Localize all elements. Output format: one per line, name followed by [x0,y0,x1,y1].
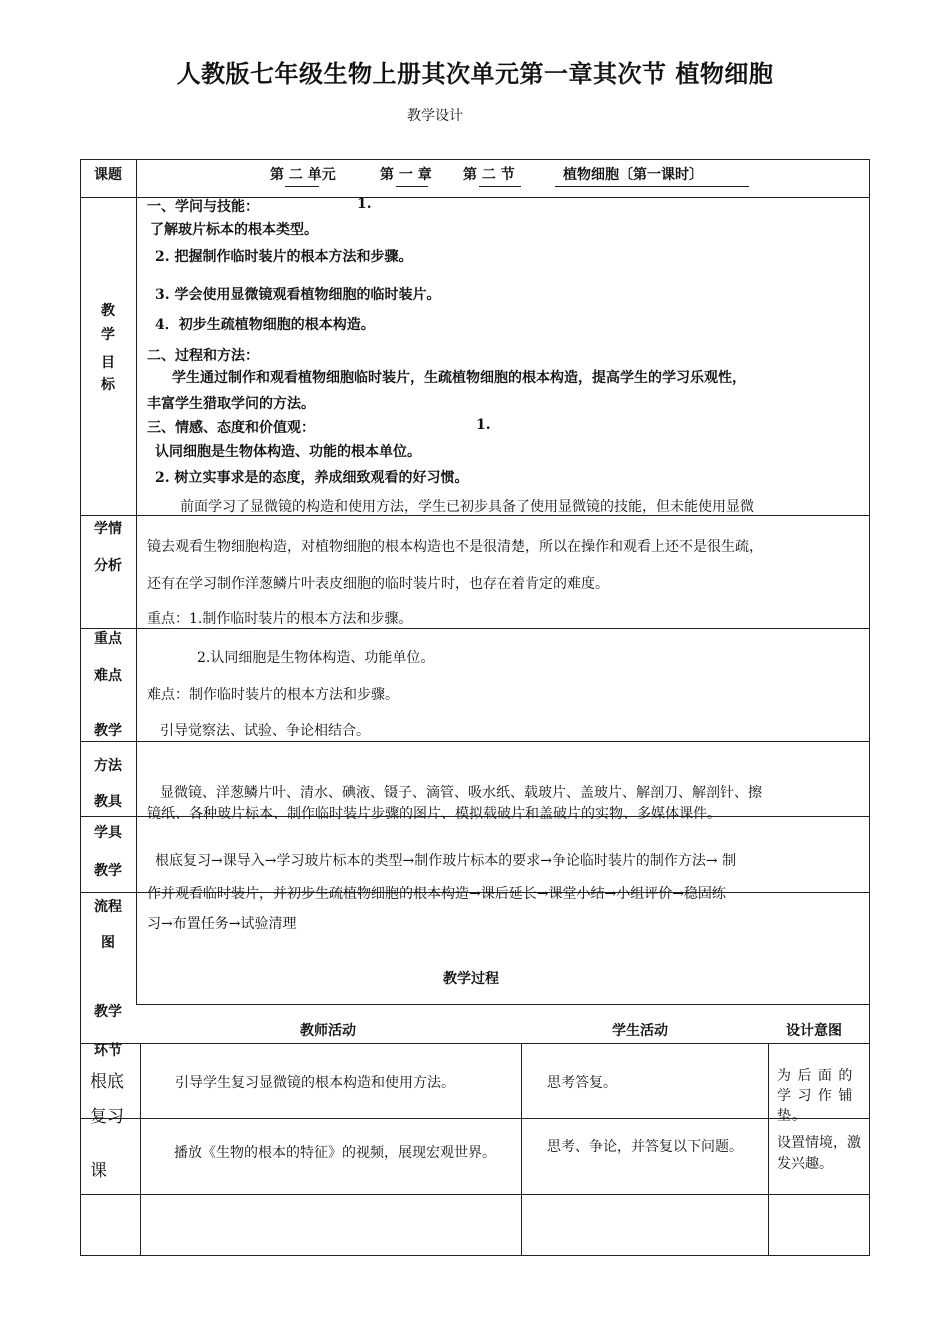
process-col-stage: 环节 [94,1043,122,1059]
objectives-label-char: 目 [101,355,115,371]
document-subtitle: 教学设计 [407,108,463,124]
process-stage: 复习 [90,1107,124,1127]
process-student: 思考答复。 [547,1075,617,1091]
analysis-line: 还有在学习制作洋葱鳞片叶表皮细胞的临时装片时，也存在着肯定的难度。 [147,576,609,592]
objectives-k4: 4．初步生疏植物细胞的根本构造。 [155,317,375,333]
topic-label: 课题 [94,167,122,183]
tools-line: 镜纸、各种玻片标本、制作临时装片步骤的图片、模拟载破片和盖破片的实物、多媒体课件。 [147,806,721,822]
flow-label: 教学 [94,863,122,879]
topic-section: 第 二 节 [463,167,515,183]
process-col-student: 学生活动 [612,1023,668,1039]
tools-line: 显微镜、洋葱鳞片叶、清水、碘液、镊子、滴管、吸水纸、载玻片、盖玻片、解剖刀、解剖针、擦 [160,785,762,801]
flow-label: 图 [101,935,115,951]
keypoint-key2: 2.认同细胞是生物体构造、功能单位。 [197,650,435,666]
document-title: 人教版七年级生物上册其次单元第一章其次节 植物细胞 [176,60,774,88]
topic-chapter: 第 一 章 [380,167,432,183]
analysis-line: 镜去观看生物细胞构造，对植物细胞的根本构造也不是很清楚，所以在操作和观看上还不是很生疏， [147,539,763,555]
objectives-process-head: 二、过程和方法： [147,348,259,364]
method-label: 方法 [94,758,122,774]
objectives-knowledge-head: 一、学问与技能： [147,199,259,215]
keypoints-label: 重点 [94,631,122,647]
objectives-emotion-head: 三、情感、态度和价值观： [147,420,315,436]
tools-label: 教具 [94,794,122,810]
process-title: 教学过程 [443,971,499,987]
tools-label: 学具 [94,825,122,841]
objectives-e2: 2. 树立实事求是的态度，养成细致观看的好习惯。 [155,470,469,486]
method-label: 教学 [94,723,122,739]
process-stage: 根底 [90,1072,124,1092]
keypoint-difficult: 难点：制作临时装片的根本方法和步骤。 [147,687,399,703]
analysis-label: 学情 [94,521,122,537]
keypoints-label: 难点 [94,668,122,684]
process-intent: 为 后 面 的学 习 作 铺垫。 [777,1068,854,1124]
objectives-label-char: 标 [101,377,115,393]
topic-lesson: 植物细胞〔第一课时〕 [563,167,703,183]
objectives-k3: 3. 学会使用显微镜观看植物细胞的临时装片。 [155,287,441,303]
analysis-label: 分析 [94,558,122,574]
flow-line: 作并观看临时装片，并初步生疏植物细胞的根本构造→课后延长→课堂小结→小组评价→稳固练 [147,886,726,902]
flow-line: 习→布置任务→试验清理 [147,916,297,932]
flow-label: 流程 [94,899,122,915]
keypoint-key1: 重点：1.制作临时装片的根本方法和步骤。 [147,611,413,627]
topic-unit-text: 第 二 单元 [270,167,336,183]
objectives-e1: 认同细胞是生物体构造、功能的根本单位。 [155,444,421,460]
process-teacher: 播放《生物的根本的特征》的视频，展现宏观世界。 [174,1145,496,1161]
process-teacher: 引导学生复习显微镜的根本构造和使用方法。 [175,1075,455,1091]
objectives-num: 1. [476,417,491,433]
method-text: 引导觉察法、试验、争论相结合。 [160,723,370,739]
objectives-p1: 学生通过制作和观看植物细胞临时装片，生疏植物细胞的根本构造，提高学生的学习乐观性， [172,370,746,386]
flow-line: 根底复习→课导入→学习玻片标本的类型→制作玻片标本的要求→争论临时装片的制作方法→ 制 [155,853,737,869]
objectives-label-char: 教 [101,303,115,319]
process-col-stage: 教学 [94,1004,122,1020]
process-col-teacher: 教师活动 [300,1023,356,1039]
objectives-label-char: 学 [101,327,115,343]
process-student: 思考、争论，并答复以下问题。 [547,1139,743,1155]
objectives-p2: 丰富学生猎取学问的方法。 [147,396,315,412]
topic-unit [270,164,336,184]
process-col-intent: 设计意图 [786,1023,842,1039]
objectives-k1: 了解玻片标本的根本类型。 [150,222,318,238]
process-intent: 设置情境，激发兴趣。 [777,1135,861,1172]
objectives-k2: 2. 把握制作临时装片的根本方法和步骤。 [155,249,413,265]
process-stage: 课 [90,1161,107,1181]
analysis-line: 前面学习了显微镜的构造和使用方法，学生已初步具备了使用显微镜的技能，但未能使用显微 [180,499,754,515]
objectives-num: 1. [357,196,372,212]
